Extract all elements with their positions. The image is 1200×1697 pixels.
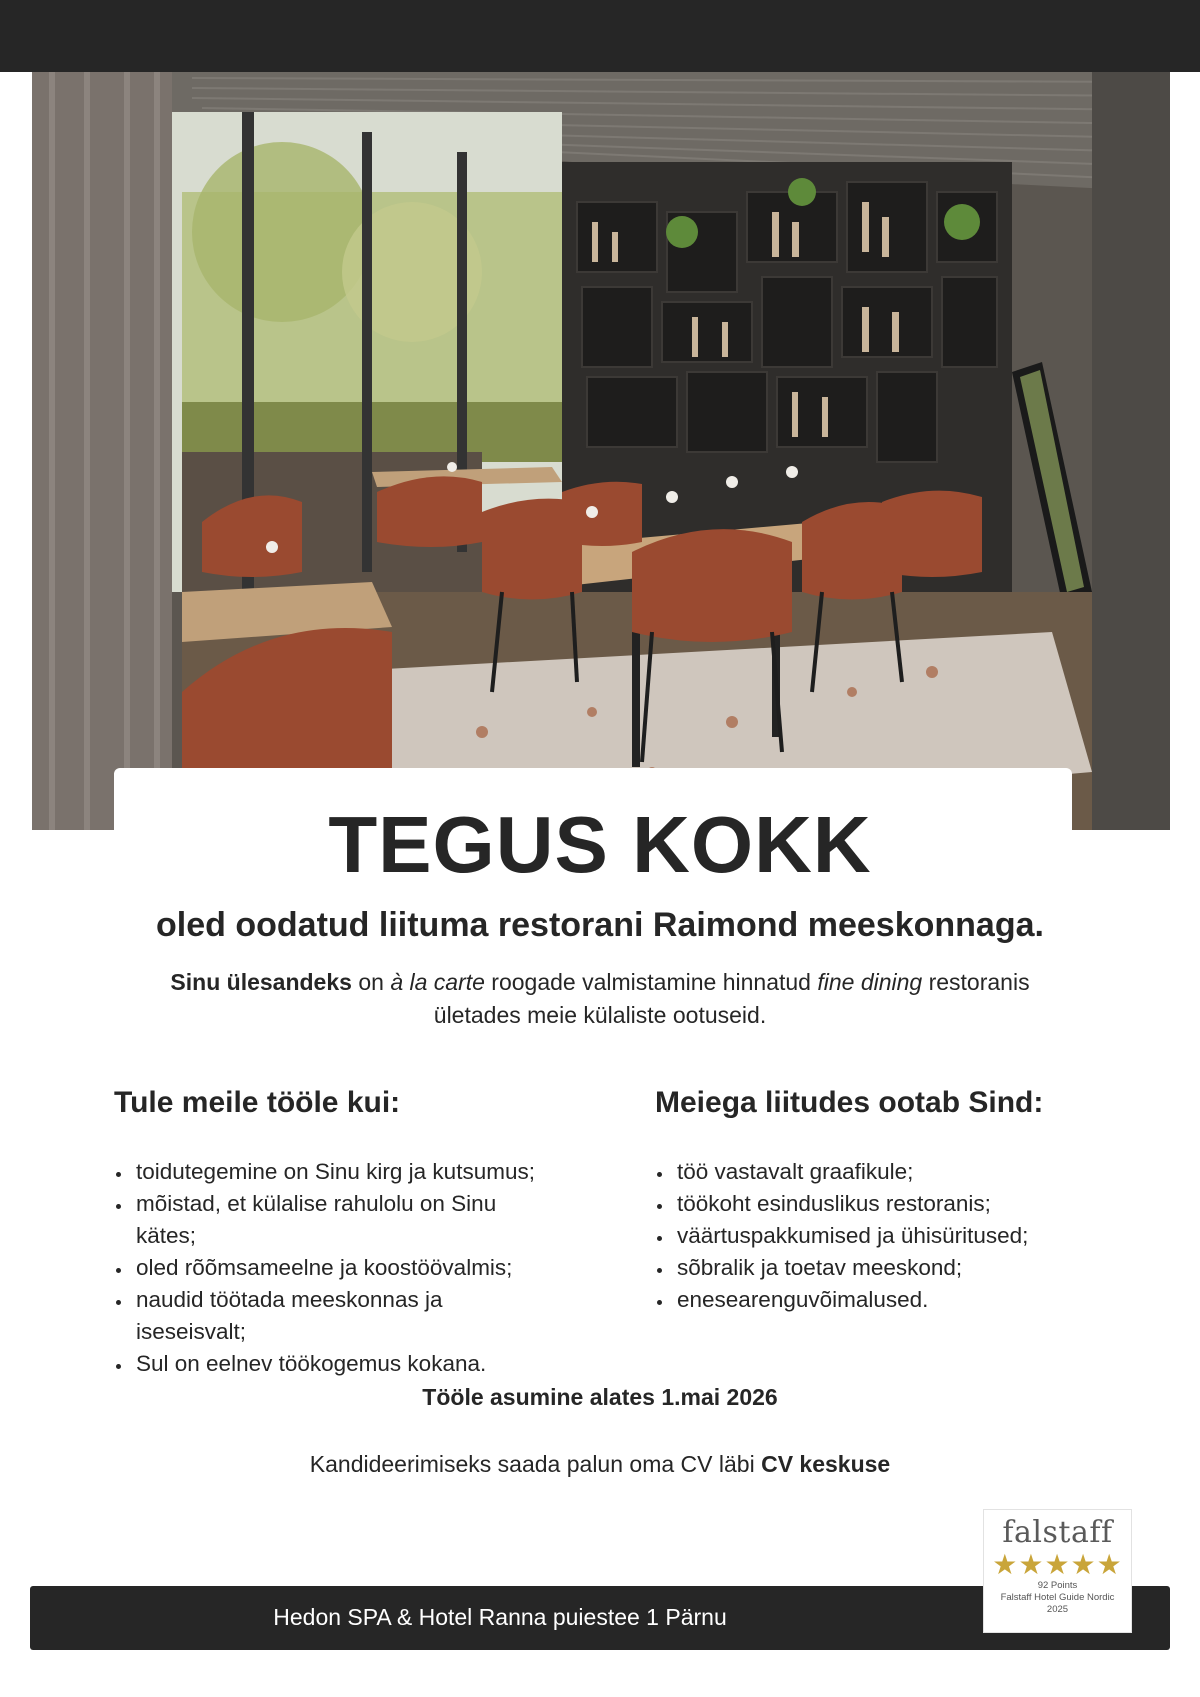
- intro-italic-2: fine dining: [817, 969, 923, 995]
- list-item: sõbralik ja toetav meeskond;: [677, 1252, 1095, 1284]
- list-item: töökoht esinduslikus restoranis;: [677, 1188, 1095, 1220]
- list-item: naudid töötada meeskonnas ja iseseisvalt;: [136, 1284, 554, 1348]
- cv-keskus-link[interactable]: CV keskuse: [761, 1451, 891, 1477]
- benefits-list: [655, 1156, 1095, 1316]
- job-title: TEGUS KOKK: [328, 800, 872, 889]
- top-bar: [0, 0, 1200, 72]
- intro-italic-1: à la carte: [390, 969, 485, 995]
- list-item: enesearenguvõimalused.: [677, 1284, 1095, 1316]
- list-item: töö vastavalt graafikule;: [677, 1156, 1095, 1188]
- requirements-heading: Tule meile tööle kui:: [114, 1086, 401, 1119]
- apply-instruction: Kandideerimiseks saada palun oma CV läbi: [309, 1451, 762, 1477]
- footer-address: Hedon SPA & Hotel Ranna puiestee 1 Pärnu: [273, 1604, 727, 1630]
- requirements-section: [114, 1084, 554, 1380]
- job-subtitle: oled oodatud liituma restorani Raimond meeskonnaga.: [156, 906, 1044, 944]
- intro-text-1: on: [351, 969, 391, 995]
- falstaff-badge: [983, 1509, 1132, 1633]
- falstaff-logo: falstaff: [1002, 1515, 1113, 1550]
- list-item: Sul on eelnev töökogemus kokana.: [136, 1348, 554, 1380]
- requirements-list: [114, 1156, 554, 1380]
- list-item: väärtuspakkumised ja ühisüritused;: [677, 1220, 1095, 1252]
- list-item: mõistad, et külalise rahulolu on Sinu kätes;: [136, 1188, 554, 1252]
- intro-text-3: restoranis: [922, 969, 1030, 995]
- restaurant-interior-photo: [32, 72, 1170, 830]
- badge-points: 92 Points: [1037, 1580, 1078, 1591]
- benefits-section: [655, 1084, 1095, 1316]
- apply-text: [0, 1449, 1200, 1479]
- job-intro: [120, 966, 1080, 1032]
- start-date: Tööle asumine alates 1.mai 2026: [422, 1384, 778, 1410]
- intro-bold: Sinu ülesandeks: [170, 969, 352, 995]
- benefits-heading: Meiega liitudes ootab Sind:: [655, 1086, 1044, 1119]
- badge-guide: Falstaff Hotel Guide Nordic: [1000, 1592, 1115, 1603]
- list-item: oled rõõmsameelne ja koostöövalmis;: [136, 1252, 554, 1284]
- badge-year: 2025: [1046, 1604, 1069, 1615]
- intro-text-2: roogade valmistamine hinnatud: [484, 969, 818, 995]
- list-item: toidutegemine on Sinu kirg ja kutsumus;: [136, 1156, 554, 1188]
- rating-stars-icon: ★★★★★: [992, 1549, 1123, 1580]
- intro-line-2: ületades meie külaliste ootuseid.: [433, 1002, 767, 1028]
